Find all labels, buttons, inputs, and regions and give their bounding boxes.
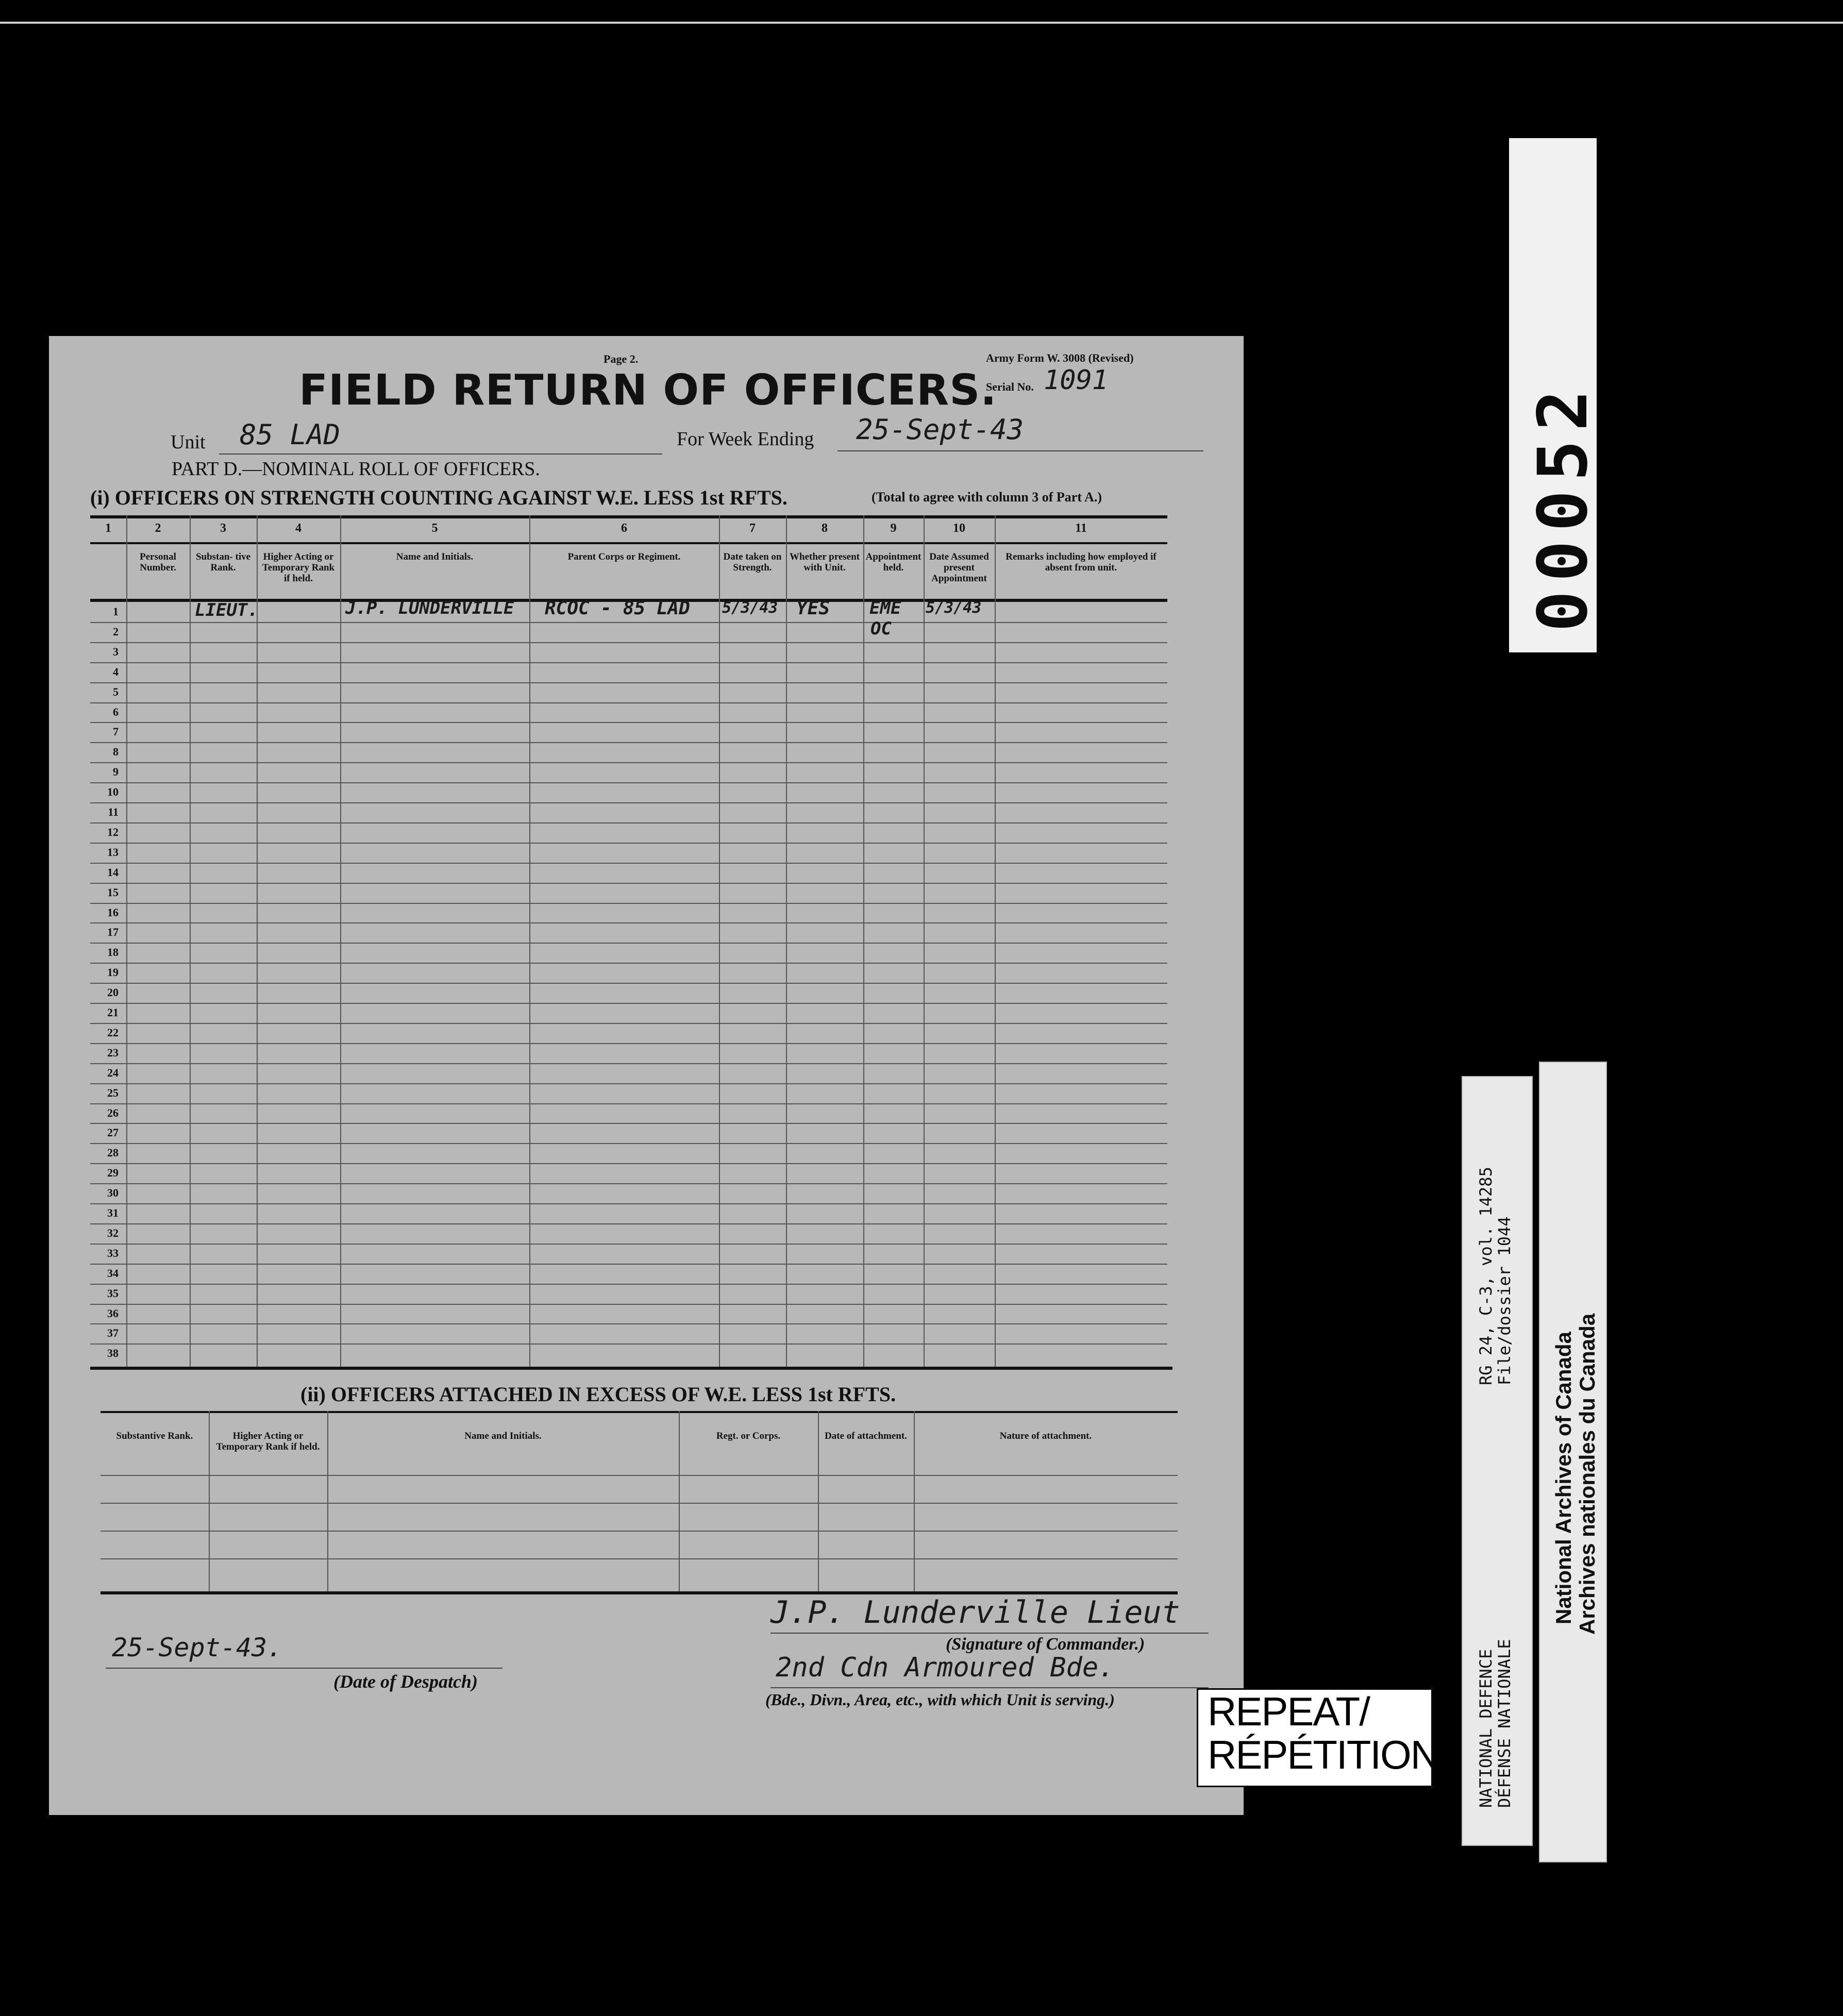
signature-label: (Signature of Commander.)	[946, 1635, 1145, 1654]
table1-row-line	[90, 922, 1167, 923]
table1-row-number: 19	[107, 966, 119, 979]
table1-row-number: 31	[107, 1206, 119, 1219]
repeat-stamp-line1: REPEAT/	[1208, 1689, 1369, 1734]
brigade-label: (Bde., Divn., Area, etc., with which Unit is serving.)	[765, 1690, 1115, 1709]
form-title: FIELD RETURN OF OFFICERS.	[299, 366, 997, 415]
archive-name-label	[1539, 1062, 1607, 1862]
table1-row-number: 24	[107, 1066, 119, 1079]
table2-column-divider	[818, 1411, 819, 1591]
table1-row-line	[90, 1023, 1167, 1024]
table1-row-line	[90, 1143, 1167, 1144]
week-ending-label: For Week Ending	[677, 428, 814, 450]
table2-row-line	[100, 1558, 1178, 1559]
table1-row-number: 25	[107, 1086, 119, 1099]
frame-number: 00052	[1523, 380, 1603, 632]
table1-column-number: 11	[1075, 522, 1087, 535]
table1-column-number: 8	[822, 522, 828, 535]
table1-row-line	[90, 782, 1167, 783]
table1-row-line	[90, 1083, 1167, 1084]
army-form-number: Army Form W. 3008 (Revised)	[986, 351, 1134, 364]
table2-column-divider	[914, 1411, 915, 1591]
archive-ref-line4: DÉFENSE NATIONALE	[1495, 1639, 1514, 1808]
table1-row-number: 5	[113, 685, 119, 698]
table1-row-line	[90, 702, 1167, 703]
table1-row-number: 34	[107, 1266, 119, 1280]
table2-top-rule	[100, 1411, 1178, 1413]
table1-row-number: 23	[107, 1046, 119, 1059]
table1-row-line	[90, 883, 1167, 884]
table1-column-divider	[719, 515, 720, 1367]
table1-column-number: 1	[105, 522, 111, 535]
table1-column-divider	[340, 515, 341, 1367]
despatch-underline	[106, 1668, 502, 1669]
table1-row-number: 21	[107, 1006, 119, 1019]
table1-row-line	[90, 1003, 1167, 1004]
table1-column-header: Parent Corps or Regiment.	[567, 551, 681, 562]
table1-row-number: 36	[107, 1306, 119, 1320]
table1-column-number: 5	[431, 522, 438, 535]
table1-row-number: 6	[113, 705, 119, 718]
table1-column-number: 4	[295, 522, 301, 535]
table1-row-line	[90, 983, 1167, 984]
table1-row-line	[90, 963, 1167, 964]
scan-border-line	[0, 22, 1843, 24]
brigade-value: 2nd Cdn Armoured Bde.	[776, 1652, 1115, 1683]
table1-row-line	[90, 742, 1167, 743]
table1-row-line	[90, 682, 1167, 683]
table1-row-line	[90, 1304, 1167, 1305]
table1-column-header: Remarks including how employed if absent from unit.	[1006, 551, 1157, 573]
table1-row-number: 29	[107, 1166, 119, 1180]
serial-value: 1091	[1044, 365, 1109, 396]
table1-row-line	[90, 903, 1167, 904]
table1-entry-corps: RCOC - 85 LAD	[545, 598, 690, 619]
serial-label: Serial No.	[986, 380, 1034, 393]
table2-column-header: Date of attachment.	[825, 1431, 907, 1441]
table1-column-number: 7	[749, 522, 756, 535]
table1-column-divider	[529, 515, 530, 1367]
table1-row-line	[90, 1163, 1167, 1164]
table2-column-header: Name and Initials.	[464, 1431, 542, 1441]
table1-column-divider	[257, 515, 258, 1367]
table1-row-line	[90, 1323, 1167, 1324]
table1-row-line	[90, 863, 1167, 864]
table1-row-line	[90, 622, 1167, 623]
document-sheet	[49, 336, 1244, 1815]
table1-column-divider	[786, 515, 787, 1367]
table1-row-line	[90, 1183, 1167, 1184]
table1-column-header: Whether present with Unit.	[790, 551, 860, 573]
table1-column-number: 9	[890, 522, 897, 535]
archive-ref-line2: File/dossier 1044	[1495, 1216, 1514, 1385]
archive-name-en: National Archives of Canada	[1551, 1332, 1576, 1624]
table1-column-header: Higher Acting or Temporary Rank if held.	[262, 551, 335, 584]
table1-row-number: 33	[107, 1246, 119, 1259]
table1-entry-rank: LIEUT.	[195, 600, 258, 620]
table1-row-number: 2	[113, 625, 119, 638]
table1-row-line	[90, 802, 1167, 803]
table1-row-line	[90, 1103, 1167, 1104]
table1-column-number: 6	[621, 522, 627, 535]
table1-column-number: 3	[220, 522, 226, 535]
table1-row-number: 26	[107, 1106, 119, 1119]
commander-signature: J.P. Lunderville Lieut	[770, 1594, 1180, 1631]
brigade-underline	[770, 1687, 1209, 1688]
table1-row-line	[90, 662, 1167, 663]
table1-row-number: 20	[107, 986, 119, 999]
table1-numbers-rule	[90, 542, 1167, 544]
repeat-stamp	[1197, 1688, 1439, 1787]
despatch-date-value: 25-Sept-43.	[112, 1633, 283, 1662]
table1-column-header: Name and Initials.	[396, 551, 474, 562]
table1-row-line	[90, 1203, 1167, 1204]
part-heading: PART D.—NOMINAL ROLL OF OFFICERS.	[172, 458, 540, 480]
section1-note: (Total to agree with column 3 of Part A.)	[872, 490, 1102, 505]
table2-column-header: Regt. or Corps.	[716, 1431, 781, 1441]
unit-value: 85 LAD	[240, 418, 341, 451]
table1-row-number: 37	[107, 1326, 119, 1340]
table1-column-divider	[995, 515, 996, 1367]
table1-row-line	[90, 1264, 1167, 1265]
table1-row-number: 9	[113, 765, 119, 779]
unit-label: Unit	[171, 431, 206, 453]
table1-row-number: 16	[107, 905, 119, 919]
table1-column-number: 10	[953, 522, 965, 535]
table1-row-line	[90, 722, 1167, 723]
table1-row-number: 38	[107, 1347, 119, 1360]
archive-name-fr: Archives nationales du Canada	[1575, 1313, 1599, 1635]
section2-heading: (ii) OFFICERS ATTACHED IN EXCESS OF W.E. LESS 1st RFTS.	[300, 1383, 896, 1406]
table1-row-line	[90, 1343, 1167, 1345]
table1-row-line	[90, 1244, 1167, 1245]
table1-column-divider	[863, 515, 864, 1367]
table1-row-number: 28	[107, 1146, 119, 1160]
table1-row-number: 13	[107, 845, 119, 859]
table1-column-divider	[126, 515, 127, 1367]
table1-bottom-rule	[90, 1367, 1172, 1370]
signature-underline	[770, 1633, 1209, 1634]
table1-row-line	[90, 762, 1167, 763]
page-number: Page 2.	[604, 352, 639, 365]
table2-row-line	[100, 1475, 1178, 1476]
unit-underline	[219, 453, 662, 455]
table1-top-rule	[90, 515, 1167, 518]
table1-entry-appointment-line1: EME	[869, 598, 901, 618]
table1-column-header: Appointment held.	[865, 551, 922, 573]
week-ending-value: 25-Sept-43	[856, 413, 1024, 446]
table1-row-number: 8	[113, 745, 119, 759]
table1-row-number: 18	[107, 946, 119, 959]
table1-entry-date-taken: 5/3/43	[722, 599, 778, 617]
table1-row-line	[90, 1043, 1167, 1044]
table1-column-divider	[924, 515, 925, 1367]
table1-row-line	[90, 943, 1167, 944]
table2-column-divider	[327, 1411, 328, 1591]
table1-row-line	[90, 843, 1167, 844]
table1-column-divider	[190, 515, 191, 1367]
table1-row-number: 10	[107, 785, 119, 799]
table1-row-number: 14	[107, 865, 119, 879]
table1-row-number: 17	[107, 926, 119, 939]
table1-row-line	[90, 822, 1167, 824]
table1-row-number: 11	[108, 805, 119, 818]
table1-entry-appointment-line2: OC	[870, 618, 892, 639]
table1-row-line	[90, 1123, 1167, 1124]
frame-number-strip	[1509, 138, 1603, 652]
table2-column-header: Higher Acting or Temporary Rank if held.	[216, 1431, 320, 1452]
table1-row-number: 7	[113, 725, 119, 738]
table2-row-line	[100, 1503, 1178, 1504]
table1-row-number: 4	[113, 665, 119, 678]
archive-ref-line1: RG 24, C-3, vol. 14285	[1476, 1167, 1496, 1385]
table1-row-number: 3	[113, 645, 119, 658]
table1-entry-date-assumed: 5/3/43	[926, 599, 982, 617]
section1-heading: (i) OFFICERS ON STRENGTH COUNTING AGAINST W.E. LESS 1st RFTS.	[90, 486, 788, 509]
despatch-date-label: (Date of Despatch)	[333, 1671, 478, 1692]
table1-row-line	[90, 642, 1167, 643]
week-underline	[837, 450, 1203, 451]
archive-reference-label	[1462, 1076, 1533, 1846]
table1-column-header: Date taken on Strength.	[723, 551, 782, 573]
table1-row-number: 22	[107, 1026, 119, 1039]
table1-entry-present: YES	[796, 598, 830, 619]
table1-row-line	[90, 1223, 1167, 1224]
table1-row-number: 30	[107, 1186, 119, 1200]
table2-row-line	[100, 1531, 1178, 1532]
table1-row-number: 27	[107, 1126, 119, 1139]
table1-row-line	[90, 1284, 1167, 1285]
table1-row-number: 35	[107, 1286, 119, 1300]
table1-row-line	[90, 1063, 1167, 1064]
repeat-stamp-line2: RÉPÉTITION	[1208, 1732, 1439, 1777]
table2-column-divider	[679, 1411, 680, 1591]
table2-column-header: Nature of attachment.	[999, 1431, 1092, 1441]
table1-column-header: Substan- tive Rank.	[195, 551, 251, 573]
table1-row-number: 12	[107, 825, 119, 838]
table1-row-number: 32	[107, 1226, 119, 1239]
table1-column-header: Date Assumed present Appointment	[929, 551, 989, 584]
table2-column-header: Substantive Rank.	[116, 1431, 193, 1441]
table1-row-number: 1	[113, 605, 119, 618]
table1-column-number: 2	[155, 522, 161, 535]
table1-entry-name: J.P. LUNDERVILLE	[345, 598, 514, 618]
table1-row-number: 15	[107, 885, 119, 899]
table1-column-header: Personal Number.	[140, 551, 176, 573]
table2-column-divider	[209, 1411, 210, 1591]
archive-ref-line3: NATIONAL DEFENCE	[1476, 1649, 1496, 1808]
